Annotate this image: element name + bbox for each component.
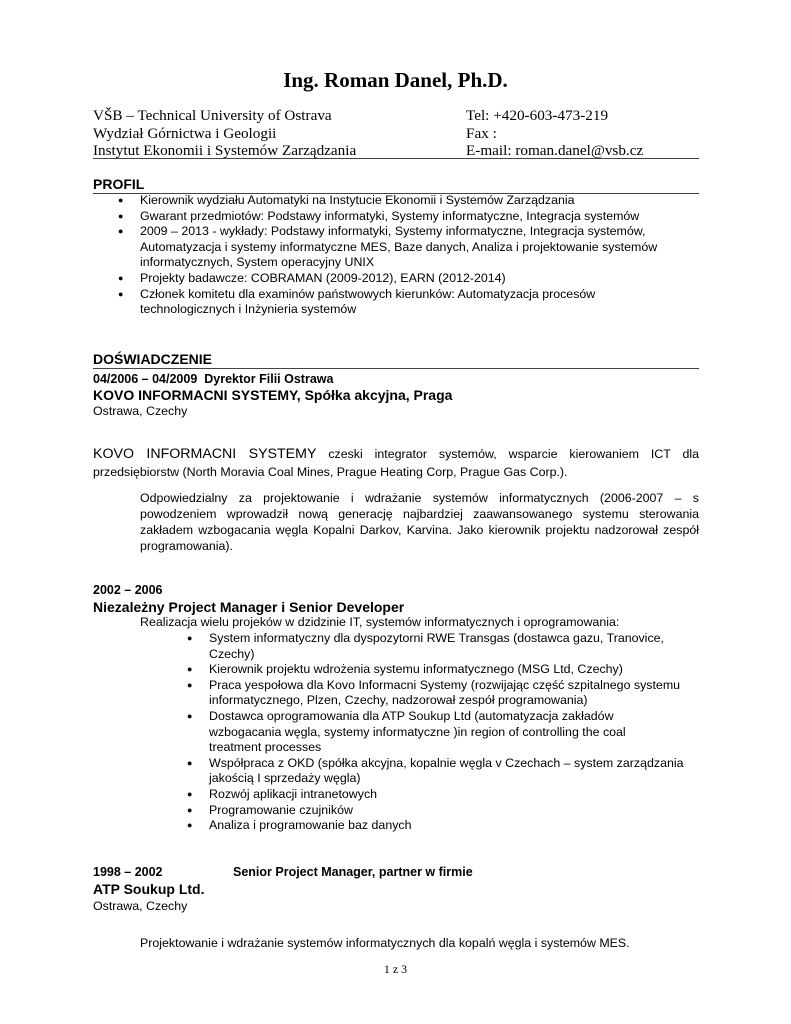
bullet-icon: ● <box>187 757 193 768</box>
list-item-line: Automatyzacja i systemy informatyczne MES, Baze danych, Analiza i projektowanie systemów <box>140 239 658 254</box>
list-item-line: Programowanie czujników <box>209 802 353 817</box>
bullet-icon: ● <box>187 820 193 831</box>
list-item-line: wzbogacania węgla, systemy informatyczne )in region of controlling the coal <box>209 724 626 739</box>
list-item <box>187 662 699 678</box>
job3-dates: 1998 – 2002 <box>93 865 163 879</box>
list-item-line: Współpraca z OKD (spółka akcyjna, kopalnie węgla v Czechach – system zarządzania <box>209 755 684 770</box>
bullet-icon: ● <box>187 710 193 721</box>
list-item <box>187 677 699 709</box>
list-item-line: jakością I sprzedaży węgla) <box>209 771 361 786</box>
contact-block <box>466 107 643 160</box>
job1-intro <box>93 445 699 481</box>
job1-position: Dyrektor Filii Ostrawa <box>204 372 334 386</box>
list-item-line: Czechy) <box>209 646 255 661</box>
affiliation-university: VŠB – Technical University of Ostrava <box>93 107 332 124</box>
list-item <box>118 208 700 225</box>
job3-location: Ostrawa, Czechy <box>93 899 188 913</box>
list-item <box>118 193 700 209</box>
job2-intro: Realizacja wielu projeków w dzidzinie IT, systemów informatycznych i oprogramowania: <box>140 615 620 629</box>
list-item <box>187 755 699 787</box>
job1-company: KOVO INFORMACNI SYSTEMY, Spółka akcyjna, Praga <box>93 387 453 403</box>
affiliation-faculty: Wydział Górnictwa i Geologii <box>93 124 277 142</box>
bullet-icon: ● <box>118 195 124 205</box>
list-item <box>187 786 699 803</box>
affiliation-block <box>93 107 356 160</box>
job3-company: ATP Soukup Ltd. <box>93 881 205 897</box>
bullet-icon: ● <box>187 633 193 643</box>
job3-position: Senior Project Manager, partner w firmie <box>233 865 473 879</box>
job1-location: Ostrawa, Czechy <box>93 404 188 418</box>
experience-heading: DOŚWIADCZENIE <box>93 351 212 367</box>
list-item-line: technologicznych i Inżynieria systemów <box>140 302 357 317</box>
contact-phone: Tel: +420-603-473-219 <box>466 107 609 124</box>
list-item <box>187 631 699 662</box>
list-item <box>187 818 699 834</box>
job1-dates: 04/2006 – 04/2009 <box>93 372 198 386</box>
list-item-line: treatment processes <box>209 740 322 755</box>
job3-description: Projektowanie i wdrażanie systemów informatycznych dla kopalń węgla i systemów MES. <box>140 936 630 950</box>
list-item-line: informatycznego, Plzen, Czechy, nadzorował zespół programowania) <box>209 693 588 708</box>
job1-header <box>93 372 333 386</box>
bullet-icon: ● <box>187 679 193 690</box>
list-item-line: Kierownik projektu wdrożenia systemu informatycznego (MSG Ltd, Czechy) <box>209 662 623 677</box>
bullet-icon: ● <box>187 804 193 815</box>
list-item-line: 2009 – 2013 - wykłady: Podstawy informatyki, Systemy informatyczne, Integracja systemów, <box>140 224 646 239</box>
page-number: 1 z 3 <box>383 962 408 976</box>
bullet-icon: ● <box>187 788 193 799</box>
job2-dates: 2002 – 2006 <box>93 583 163 597</box>
contact-fax: Fax : <box>466 124 497 142</box>
list-item-line: Dostawca oprogramowania dla ATP Soukup Ltd (automatyzacja zakładów <box>209 708 614 723</box>
list-item-line: Analiza i programowanie baz danych <box>209 818 412 833</box>
affiliation-institute: Instytut Ekonomii i Systemów Zarządzania <box>93 142 357 159</box>
job1-detail: Odpowiedzialny za projektowanie i wdrażanie systemów informatycznych (2006-2007 – s powodzeniem wprowadził nową generację najbardziej zaawansowanego systemu sterowania zakładem wzbogacania węgla Kopalni Darkov, Karvina. Jako kierownik projektu nadzorował zespół programowania). <box>140 491 699 553</box>
list-item-line: System informatyczny dla dyspozytorni RWE Transgas (dostawca gazu, Tranovice, <box>209 631 664 645</box>
list-item-line: Rozwój aplikacji intranetowych <box>209 786 378 801</box>
list-item <box>187 802 699 819</box>
list-item <box>118 270 700 287</box>
list-item-line: Kierownik wydziału Automatyki na Instytucie Ekonomii i Systemów Zarządzania <box>140 193 575 207</box>
job1-intro-lead: KOVO INFORMACNI SYSTEMY <box>93 446 317 462</box>
job3-header <box>93 865 163 879</box>
profil-heading: PROFIL <box>93 176 145 192</box>
bullet-icon: ● <box>187 664 193 675</box>
list-item <box>187 708 699 756</box>
contact-email[interactable]: E-mail: roman.danel@vsb.cz <box>466 142 644 159</box>
bullet-icon: ● <box>118 210 124 221</box>
list-item-line: Praca yespołowa dla Kovo Informacni Systemy (rozwijając część szpitalnego systemu <box>209 677 681 692</box>
header-divider <box>93 158 699 159</box>
bullet-icon: ● <box>118 226 124 237</box>
list-item-line: Członek komitetu dla examinów państwowych kierunków: Automatyzacja procesów <box>140 286 596 301</box>
job2-position: Niezależny Project Manager i Senior Developer <box>93 599 405 615</box>
cv-name: Ing. Roman Danel, Ph.D. <box>283 68 508 92</box>
bullet-icon: ● <box>118 272 124 283</box>
list-item <box>118 286 700 318</box>
list-item <box>118 224 700 271</box>
profil-list <box>118 193 700 318</box>
list-item-line: informatycznych, System operacyjny UNIX <box>140 255 375 270</box>
bullet-icon: ● <box>118 288 124 299</box>
list-item-line: Projekty badawcze: COBRAMAN (2009-2012), EARN (2012-2014) <box>140 270 506 285</box>
experience-divider <box>93 368 699 369</box>
job1-intro-rest: czeski integrator systemów, wsparcie kierowaniem ICT dla przedsiębiorstw (North Moravia Coal Mines, Prague Heating Corp, Prague Gas Corp.). <box>93 447 700 479</box>
list-item-line: Gwarant przedmiotów: Podstawy informatyki, Systemy informatyczne, Integracja systemów <box>140 208 640 223</box>
job2-list <box>187 631 699 834</box>
